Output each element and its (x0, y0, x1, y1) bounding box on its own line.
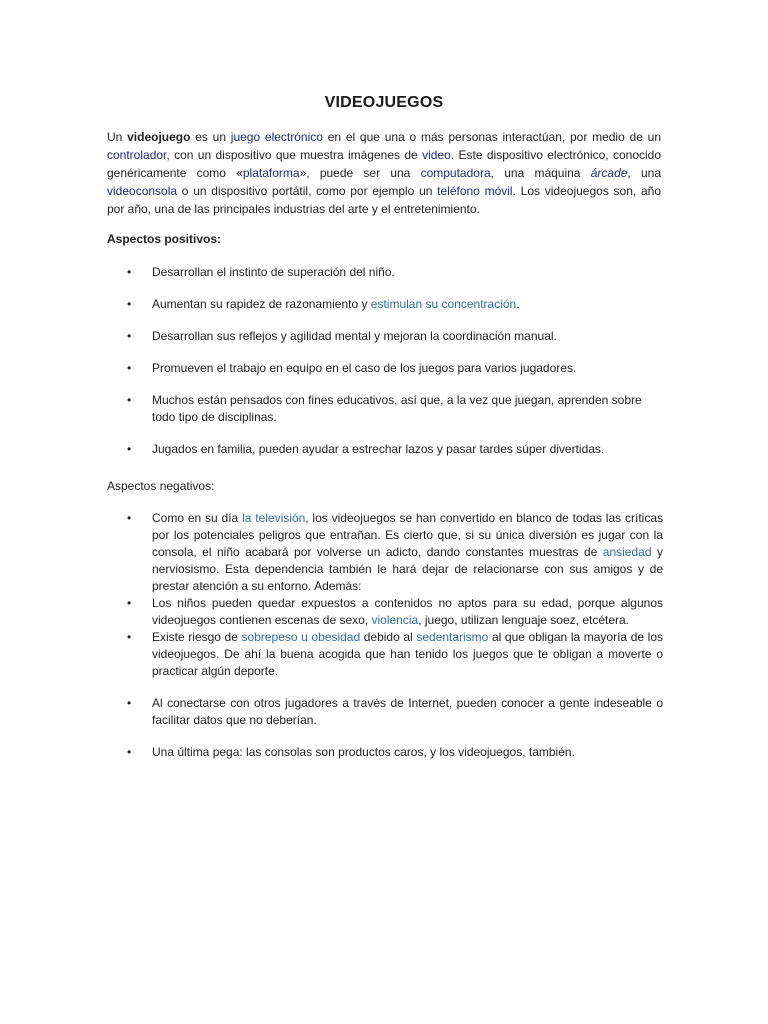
positive-heading: Aspectos positivos: (107, 232, 222, 246)
list-item: • Aumentan su rapidez de razonamiento y estimulan su concentración. (127, 297, 520, 311)
list-item: • Como en su día la televisión, los videojuegos se han convertido en blanco de todas las críticas por los potenciales peligros que entrañan. Es cierto que, si su única diversión es jugar con la consola, el niño acabará por volverse un adicto, dando constantes muestras de ansiedad y nerviosismo. Esta dependencia también le hará dejar de relacionarse con sus amigos y de prestar atención a su entorno. Además: (127, 511, 663, 593)
list-item: • Los niños pueden quedar expuestos a contenidos no aptos para su edad, porque algunos videojuegos contienen escenas de sexo, violencia, juego, utilizan lenguaje soez, etcétera. (127, 596, 663, 627)
video-link[interactable]: video (422, 148, 451, 162)
videoconsola-link[interactable]: videoconsola (107, 184, 178, 198)
violencia-link[interactable]: violencia (371, 613, 419, 627)
juego-electronico-link[interactable]: juego electrónico (230, 130, 323, 144)
list-item: • Promueven el trabajo en equipo en el caso de los juegos para varios jugadores. (127, 361, 577, 375)
negative-heading: Aspectos negativos: (107, 479, 215, 493)
bullet-icon: • (127, 745, 132, 759)
bullet-icon: • (127, 393, 132, 407)
list-item: • Existe riesgo de sobrepeso u obesidad debido al sedentarismo al que obligan la mayoría de los videojuegos. De ahí la buena acogida que han tenido los juegos que te obligan a moverte o practicar algún deporte. (127, 630, 663, 678)
videojuego-term: videojuego (127, 130, 191, 144)
document-title: VIDEOJUEGOS (324, 94, 444, 111)
bullet-icon: • (127, 630, 132, 644)
ansiedad-link[interactable]: ansiedad (602, 545, 652, 559)
sobrepeso-obesidad-link[interactable]: sobrepeso u obesidad (241, 630, 361, 644)
list-item: • Desarrollan sus reflejos y agilidad mental y mejoran la coordinación manual. (127, 329, 557, 343)
bullet-icon: • (127, 596, 132, 610)
negative-list (107, 510, 663, 761)
telefono-movil-link[interactable]: teléfono móvil (437, 184, 513, 198)
sedentarismo-link[interactable]: sedentarismo (416, 630, 489, 644)
controlador-link[interactable]: controlador (107, 148, 167, 162)
arcade-link[interactable]: árcade (590, 166, 628, 180)
bullet-icon: • (127, 511, 132, 525)
bullet-icon: • (127, 361, 132, 375)
bullet-icon: • (127, 265, 132, 279)
bullet-icon: • (127, 297, 132, 311)
bullet-icon: • (127, 329, 132, 343)
list-item: • Muchos están pensados con fines educativos, así que, a la vez que juegan, aprenden sobre todo tipo de disciplinas. (127, 393, 642, 424)
list-item: • Jugados en familia, pueden ayudar a estrechar lazos y pasar tardes súper divertidas. (127, 442, 605, 456)
intro-paragraph: Un videojuego es un juego electrónico en el que una o más personas interactúan, por medio de un controlador, con un dispositivo que muestra imágenes de video. Este dispositivo electrónico, conocido genéricamente como «plataforma», puede ser una computadora, una máquina árcade, una videoconsola o un dispositivo portátil, como por ejemplo un teléfono móvil. Los videojuegos son, año por año, una de las principales industrias del arte y el entretenimiento. (107, 130, 662, 216)
television-link[interactable]: la televisión (242, 511, 306, 525)
list-item: • Desarrollan el instinto de superación del niño. (127, 265, 395, 279)
bullet-icon: • (127, 442, 132, 456)
list-item: • Al conectarse con otros jugadores a través de Internet, pueden conocer a gente indeseable o facilitar datos que no deberían. (127, 696, 663, 727)
positive-list (107, 264, 663, 473)
bullet-icon: • (127, 696, 132, 710)
estimulan-concentracion-link[interactable]: estimulan su concentración (370, 297, 517, 311)
computadora-link[interactable]: computadora (420, 166, 491, 180)
plataforma-link[interactable]: plataforma (242, 166, 300, 180)
list-item: • Una última pega: las consolas son productos caros, y los videojuegos, también. (127, 745, 575, 759)
